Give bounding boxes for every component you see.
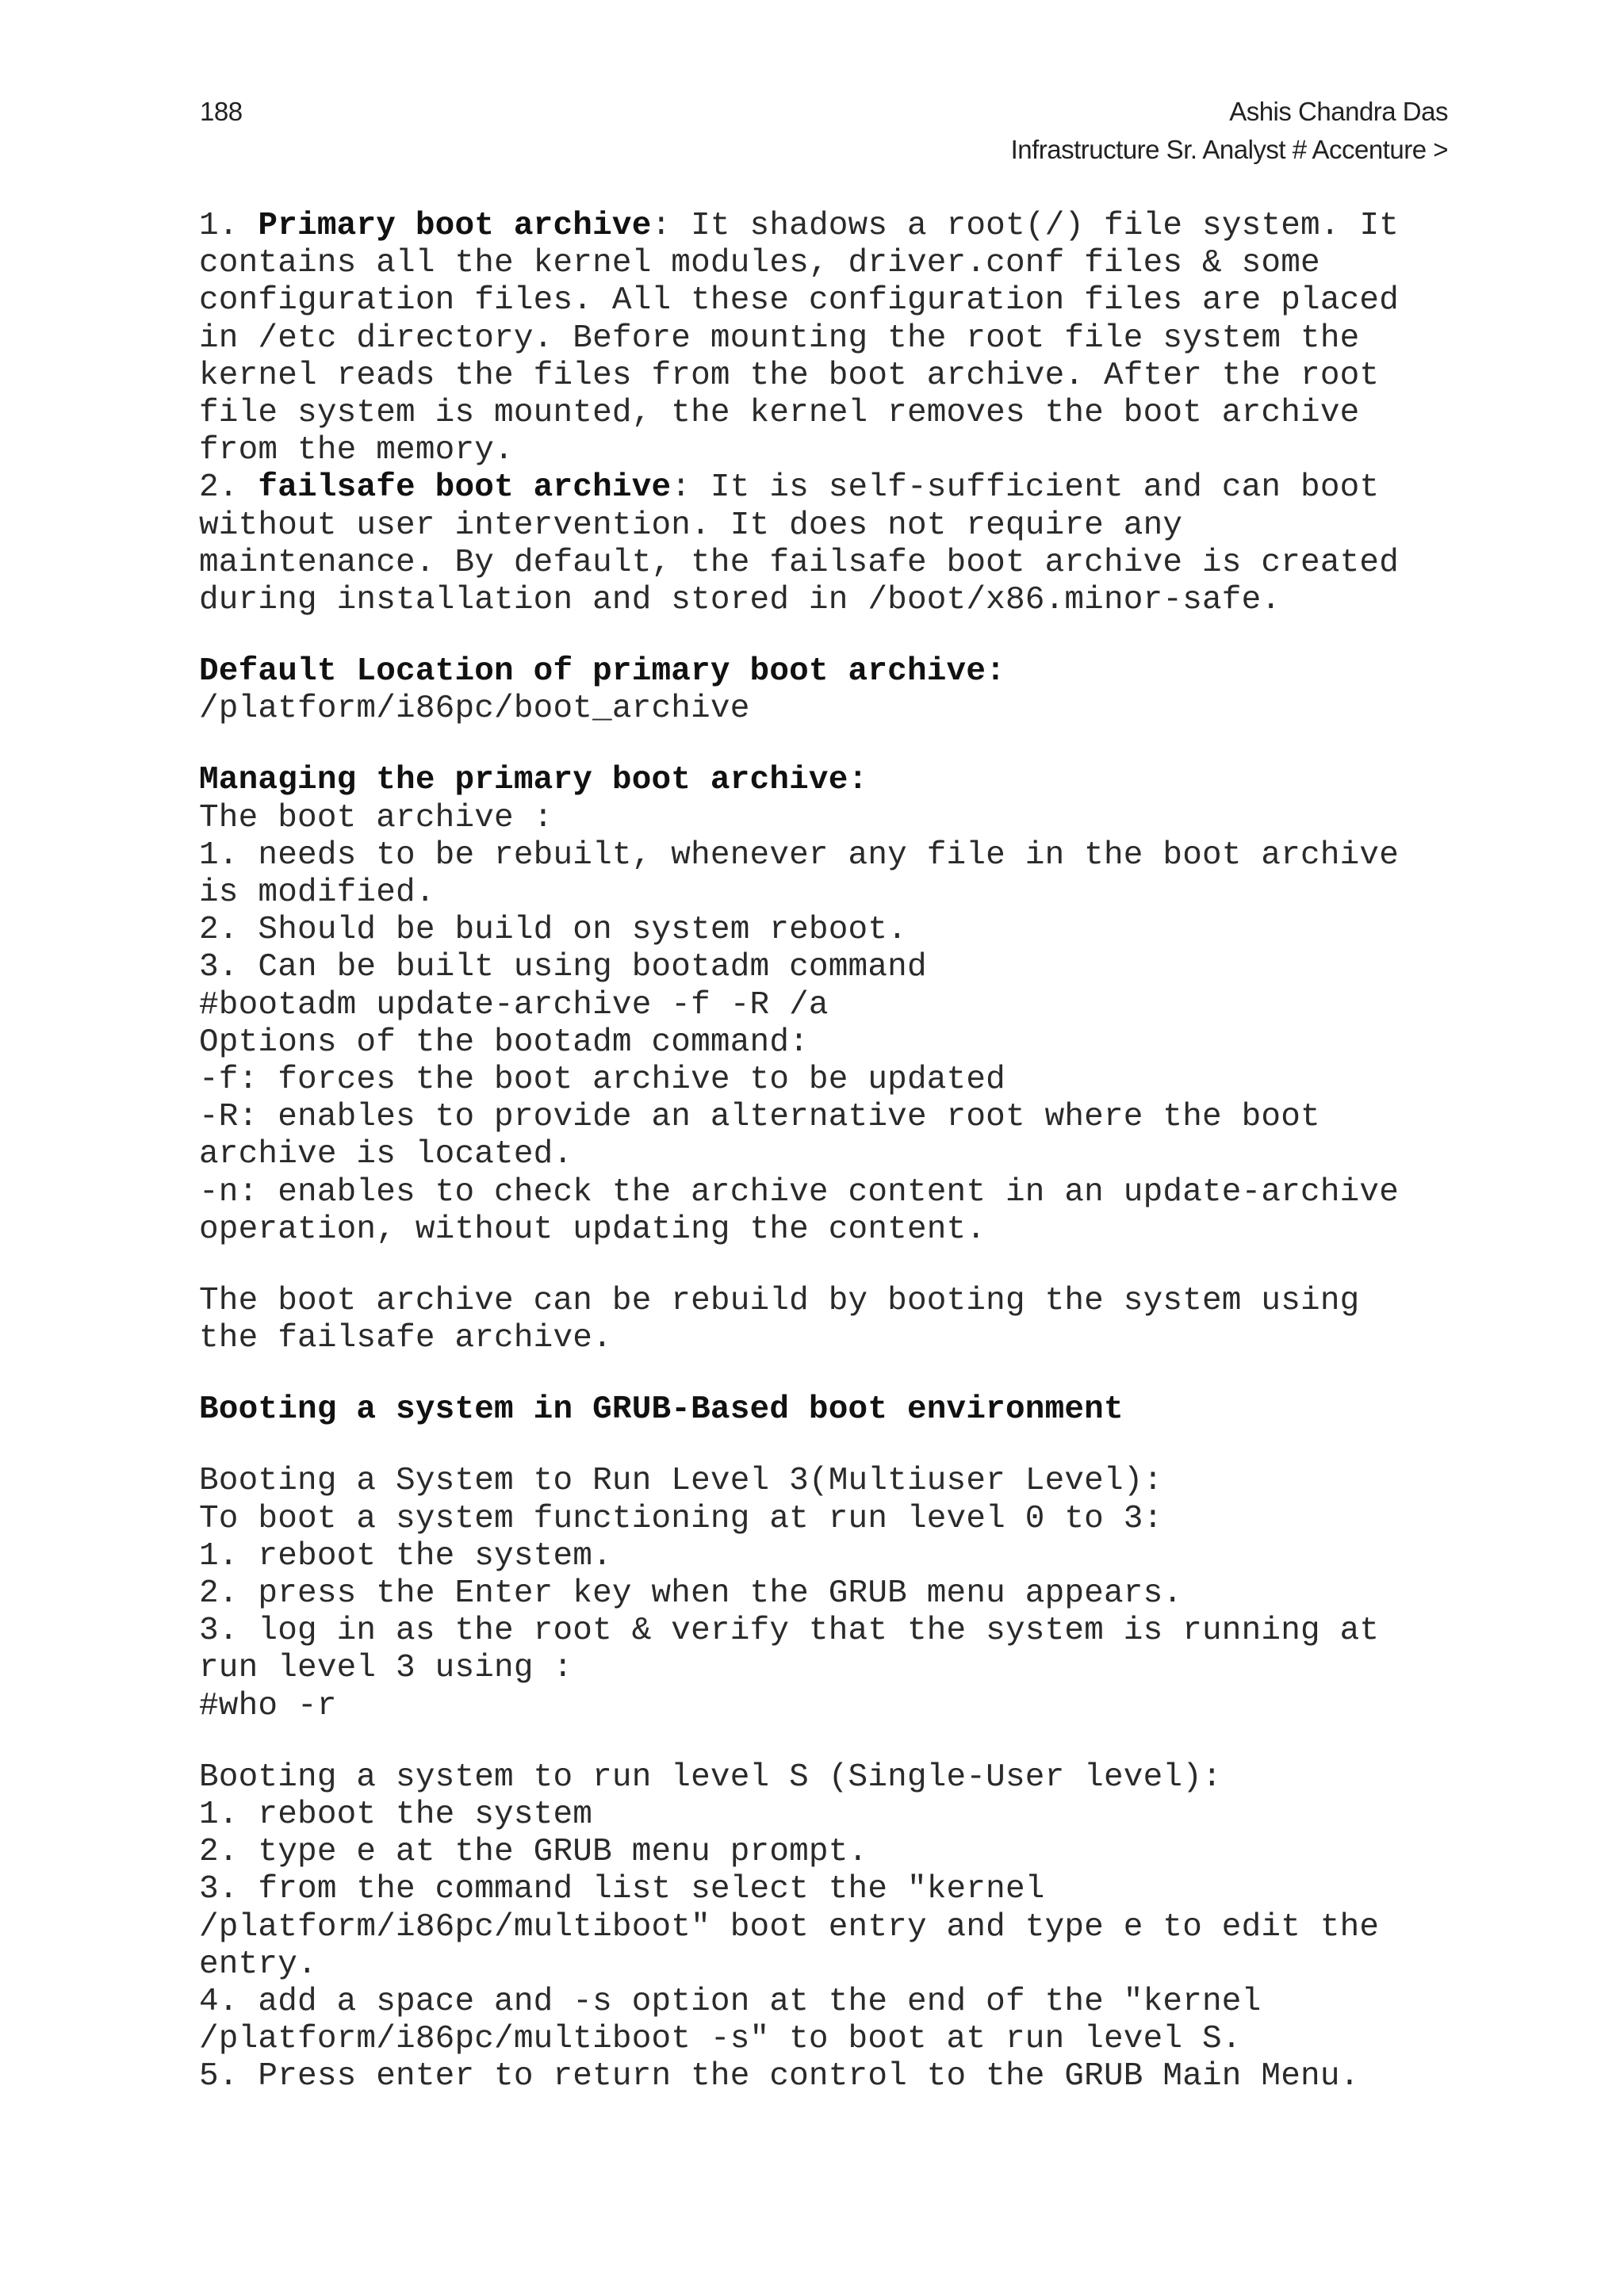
run-level-s-line: /platform/i86pc/multiboot" boot entry and type e to edit the [199,1908,1380,1946]
primary-boot-text: : It shadows a root(/) file system. It [651,208,1400,244]
run-level-s-line: Booting a system to run level S (Single-User level): [199,1758,1222,1796]
managing-heading [199,762,1468,799]
run-level-s-line: 4. add a space and -s option at the end of the "kernel [199,1983,1262,2020]
failsafe-boot-text: : It is self-sufficient and can boot [671,469,1380,507]
run-level-s-line: 1. reboot the system [199,1796,593,1833]
run-level-3-line: 1. reboot the system. [199,1537,612,1575]
grub-heading [199,1391,1468,1429]
run-level-3-line: To boot a system functioning at run level 0 to 3: [199,1500,1163,1537]
primary-boot-line-4: in /etc directory. Before mounting the root file system the [199,320,1360,357]
managing-line: is modified. [199,874,435,911]
managing-line: Options of the bootadm command: [199,1024,809,1061]
page-number: 188 [200,97,243,126]
managing-option: operation, without updating the content. [199,1211,986,1248]
run-level-s-line: 2. type e at the GRUB menu prompt. [199,1834,868,1871]
managing-line: 1. needs to be rebuilt, whenever any file in the boot archive [199,836,1400,874]
author-name: Ashis Chandra Das [1229,97,1448,126]
spacer [199,728,1468,762]
run-level-3-line: 3. log in as the root & verify that the system is running at [199,1613,1380,1650]
run-level-3-command: #who -r [199,1687,337,1724]
primary-boot-line-1 [199,208,1468,245]
section-heading: Default Location of primary boot archive: [199,653,1005,691]
run-level-s-line: 5. Press enter to return the control to the GRUB Main Menu. [199,2058,1360,2095]
section-heading: Managing the primary boot archive: [199,762,868,799]
default-location-path: /platform/i86pc/boot_archive [199,691,750,728]
failsafe-boot-line-2: without user intervention. It does not require any [199,507,1183,544]
default-location-heading [199,653,1468,691]
failsafe-boot-line-3: maintenance. By default, the failsafe boot archive is created [199,544,1400,581]
section-heading: Booting a system in GRUB-Based boot environment [199,1391,1124,1429]
primary-boot-line-5: kernel reads the files from the boot archive. After the root [199,357,1380,394]
managing-line: 3. Can be built using bootadm command [199,949,927,986]
run-level-s-line: /platform/i86pc/multiboot -s" to boot at run level S. [199,2021,1242,2058]
primary-boot-line-3: configuration files. All these configuration files are placed [199,282,1400,320]
failsafe-boot-line-1 [199,469,1468,507]
run-level-3-line: 2. press the Enter key when the GRUB menu appears. [199,1575,1183,1612]
spacer [199,1357,1468,1391]
spacer [199,619,1468,653]
run-level-s-line: 3. from the command list select the "kernel [199,1871,1045,1908]
document-body [199,208,1468,2095]
managing-option: archive is located. [199,1136,573,1173]
spacer [199,1725,1468,1759]
managing-line: The boot archive : [199,799,553,836]
run-level-s-line: entry. [199,1946,317,1983]
failsafe-boot-line-4: during installation and stored in /boot/x86.minor-safe. [199,581,1281,618]
run-level-3-line: run level 3 using : [199,1650,573,1687]
list-number: 1. [199,208,259,244]
managing-line: 2. Should be build on system reboot. [199,912,907,949]
author-role: Infrastructure Sr. Analyst # Accenture > [1010,135,1448,164]
managing-option: -f: forces the boot archive to be updated [199,1061,1005,1098]
primary-boot-term: Primary boot archive [258,208,652,244]
managing-option: -n: enables to check the archive content in an update-archive [199,1173,1400,1211]
list-number: 2. [199,469,259,507]
spacer [199,1249,1468,1283]
primary-boot-line-2: contains all the kernel modules, driver.conf files & some [199,245,1320,282]
managing-option: -R: enables to provide an alternative root where the boot [199,1099,1320,1136]
rebuild-note-line: The boot archive can be rebuild by booting the system using [199,1282,1360,1319]
primary-boot-line-6: file system is mounted, the kernel removes the boot archive [199,394,1360,431]
primary-boot-line-7: from the memory. [199,432,514,469]
spacer [199,1429,1468,1463]
run-level-3-line: Booting a System to Run Level 3(Multiuser Level): [199,1463,1163,1500]
failsafe-boot-term: failsafe boot archive [258,469,672,507]
managing-command: #bootadm update-archive -f -R /a [199,986,829,1024]
rebuild-note-line: the failsafe archive. [199,1320,612,1357]
